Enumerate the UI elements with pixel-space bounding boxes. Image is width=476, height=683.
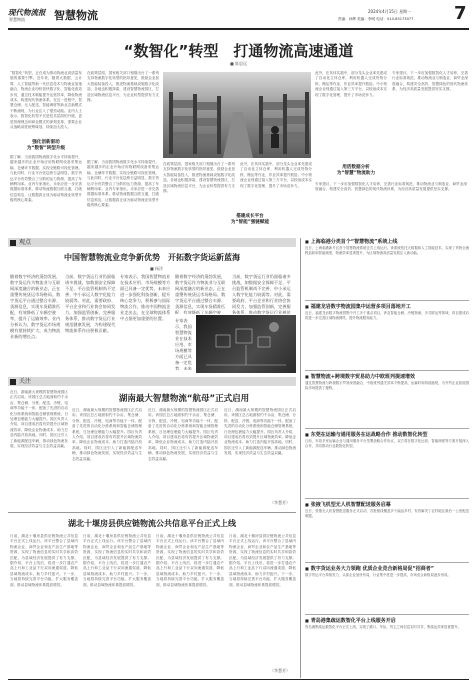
top-story-col-5: 在政策层面，国家相关部门相继出台了一系列支持物流数字化转型的指导意见，鼓励企业加大智能装备投入，推进物流基础设施数字化改造。各地也积极探索，建设智慧物流园区，打造区域物流信息平台，为企业转型提供有力支撑。 (163, 162, 235, 194)
focus-story2-col-4: 日前，湖北十堰房县供应链物流公共信息平台正式上线运行。该平台整合了县域内物流企业、商贸企业和农产品生产基地等资源，实现了物流信息的实时共享和高效匹配，为县域经济发展提供了有力支撑。据介绍，平台上线后，将进一步打通农产品上行和工业品下行双向流通渠道，降低县域物流成本，助力乡村振兴。下一步，当地将持续完善平台功能，扩大服务覆盖面，推动县域物流体系提质增效。 (229, 534, 296, 587)
brief-item (305, 303, 469, 369)
brief-body: 日前，东莞多家运输企业与通用服务平台签署战略合作协议，双方将在数字化运营、智能调度等方面开展深入合作，共同推动行业数智化转型。 (305, 439, 469, 448)
opinion-col-2: 当前，数字货运行业仍面临诸多挑战，如数据安全保障不足、平台监管机制尚不完善、中小承运人数字化能力较弱等。对此，需要政府、平台企业和行业协会协同发力，加强监管创新，完善服务体系，推动数字货运行业规范健康发展，为构建现代物流体系作出积极贡献。 (65, 274, 116, 333)
top-story-col-1: “数智化”转型，正在成为推动物流业高质量发展的重要引擎。近年来，随着大数据、云计算、人工智能等新一代信息技术与物流业加速融合，物流企业纷纷加快数字化、智能化改造步伐，通过技术赋能提升运营效率，降低物流成本，构建现代物流体系。在这一进程中，智慧仓储、无人配送、智能调度等新业态新模式不断涌现，为行业注入了强劲动能。业内人士表示，数智化转型不仅是技术层面的升级，更是管理理念和商业模式的深刻变革，需要企业从战略高度统筹谋划，持续加大投入。 (10, 71, 82, 130)
focus-label: 关注 (19, 378, 32, 385)
brief-separator (305, 370, 469, 371)
focus-story1-col-1: 近日，湖南最大规模的智慧物流园区正式启用。该园区总占地面积约千余亩，集仓储、分拣、配送、冷链、电商等功能于一体，配备了先进的自动化分拣系统和智能仓储管理系统，日处理包裹能力大幅提升。园区负责人介绍，项目建成后将有效提升区域物流效率，降低企业物流成本，助力打造内陆开放高地。同时，园区还引入了新能源配送车辆，推动绿色物流发展，实现经济效益与生态效益双赢。 (72, 408, 142, 461)
brief-separator (305, 562, 469, 563)
paper-name: 现代物流报 (8, 8, 46, 17)
brief-title: ■ 上海临港分类首个“智慧物流”系统上线 (305, 238, 469, 246)
brief-item (305, 431, 469, 497)
brief-title: ■ 张掖飞机型无人机智慧配送服务启幕 (305, 501, 469, 509)
top-story-byline: ■ 陈思远 (230, 61, 248, 66)
brief-separator (305, 614, 469, 615)
opinion-col-3: 专家表示，我国智慧物流业在技术应用、市场规模等方面已具备一定优势，未来应进一步强化科技创新，提升核心竞争力，积极参与国际物流合作，推动中国物流企业走出去，在全球物流体系中占据更加重要的位置。 (120, 274, 171, 321)
brief-title: ■ 青岛港集疏运数智化平台上线服务开启 (305, 617, 469, 625)
brief-title: ■ 数字货运业务大力领跑 优质企业竞合新格局促“招商者” (305, 565, 469, 573)
top-story-col-1b: 据了解，当前我国物流数字化水平持续提升，越来越多的企业开始应用物联网设备采集运输、仓储环节数据，实现全链路可视化管理。与此同时，行业平台化趋势日益明显，数字货运平台有效整合了分散的运力资源，提高了车辆利用率。业内专家指出，未来应进一步完善数据标准体系，推动物流数据互联互通，打破信息孤岛，让数据真正成为驱动物流业转型升级的核心要素。 (10, 155, 82, 203)
brief-item (305, 238, 469, 298)
opinion-photo (196, 315, 296, 373)
brief-item (305, 501, 469, 561)
focus-story1-headline: 湖南最大智慧物流“航母”正式启用 (118, 394, 250, 404)
opinion-col-4: 随着数字经济的蓬勃发展，数字货运作为物流业与互联网深度融合的新业态，正在重塑传统货运市场格局。数字货运平台通过整合车源、货源信息，实现车货精准匹配，有效降低了车辆空驶 (175, 274, 226, 314)
top-caption-left: 强化创新驱动 为“数智”转型升级 (26, 140, 66, 151)
opinion-headline: 中国智慧物流业竞争新优势 开拓数字货运新蓝海 (64, 253, 240, 262)
page-number: 7 (454, 3, 467, 24)
brief-body: 数字货运平台持续发力，头部企业加快布局，行业集中度进一步提高，市场竞合新格局逐步形成。 (305, 573, 451, 577)
staff-line: 责编：孙辉 美编：李明 电话：010-85173077 (338, 17, 414, 21)
brief-title: ■ 东莞在运输与通用服务在运战略合作 推动数智化转型 (305, 431, 469, 439)
top-story-col-2: 在政策层面，国家相关部门相继出台了一系列支持物流数字化转型的指导意见，鼓励企业加大智能装备投入，推进物流基础设施数字化改造。各地也积极探索，建设智慧物流园区，打造区域物流信息平台，为企业转型提供有力支撑。 (87, 71, 159, 103)
brief-body: 通过智慧物流与跨境数字贸易深度融合，中欧班列通关效率不断提高，运输时间持续缩短，为外贸企业拓展国际市场提供了便利。 (305, 381, 469, 390)
focus-story1-col-3: 近日，湖南最大规模的智慧物流园区正式启用。该园区总占地面积约千余亩，集仓储、分拣、配送、冷链、电商等功能于一体，配备了先进的自动化分拣系统和智能仓储管理系统，日处理包裹能力大幅提升。园区负责人介绍，项目建成后将有效提升区域物流效率，降低企业物流成本，助力打造内陆开放高地。同时，园区还引入了新能源配送车辆，推动绿色物流发展，实现经济效益与生态效益双赢。 (224, 408, 296, 456)
paper-sub: 智慧物流 (9, 17, 25, 22)
brief-body: 青岛港集疏运数智化平台正式上线，实现了港口、车队、货主之间信息实时共享，集疏运效率显著提升。 (305, 625, 461, 629)
brief-item (305, 565, 469, 613)
focus-story2-col-2: 日前，湖北十堰房县供应链物流公共信息平台正式上线运行。该平台整合了县域内物流企业、商贸企业和农产品生产基地等资源，实现了物流信息的实时共享和高效匹配，为县域经济发展提供了有力支撑。据介绍，平台上线后，将进一步打通农产品上行和工业品下行双向流通渠道，降低县域物流成本，助力乡村振兴。下一步，当地将持续完善平台功能，扩大服务覆盖面，推动县域物流体系提质增效。 (83, 534, 151, 587)
opinion-bar (8, 238, 296, 247)
top-story-col-7: 专家建议，下一步应加强数智化人才培养，完善行业标准规范，推动物流业与制造业、商贸业深度融合，构建安全高效、智慧绿色的现代物流体系，为经济高质量发展提供坚实支撑。 (315, 182, 467, 192)
top-story-col-4: 专家建议，下一步应加强数智化人才培养，完善行业标准规范，推动物流业与制造业、商贸业深度融合，构建安全高效、智慧绿色的现代物流体系，为经济高质量发展提供坚实支撑。 (392, 71, 468, 92)
focus-story2-byline: （李慧芳） (270, 668, 290, 673)
focus-tag-mark (10, 379, 16, 385)
opinion-byline: ■ 杨洋 (150, 266, 164, 271)
focus-divider (8, 512, 296, 513)
top-story-headline: “数智化”转型 打通物流高速通道 (123, 42, 354, 60)
brief-body: 近日，张掖无人机智慧配送服务正式启动，首批航线覆盖多个偏远乡村，有效解决了农村地区最后一公里配送难题。 (305, 509, 469, 518)
brief-item (305, 373, 469, 427)
brief-separator (305, 428, 469, 429)
opinion-col-5: 当前，数字货运行业仍面临诸多挑战，如数据安全保障不足、平台监管机制尚不完善、中小承运人数字化能力较弱等。对此，需要政府、平台企业和行业协会协同发力，加强监管创新，完善服务体系，推动数字货运行业规范 (232, 274, 291, 314)
masthead-rule (8, 28, 469, 30)
brief-separator (305, 498, 469, 499)
top-story-col-3: 此外，在具体实践中，部分龙头企业率先建成了自动化立体仓库，利用机器人完成货物分拣、搬运等作业，作业效率提升数倍。中小物流企业则通过接入第三方平台，以较低成本实现了数字化管理，提升了市场竞争力。 (315, 71, 387, 97)
focus-story1-byline: （李慧芳） (270, 500, 290, 505)
top-caption-right: 用活数据分析 为“智慧”物流助力 (336, 165, 376, 176)
focus-bar (8, 377, 296, 386)
top-caption-mid: 搭建成长平台 为“智能”强链赋能 (230, 214, 270, 225)
focus-left-col-1: 近日，湖南最大规模的智慧物流园区正式启用。该园区总占地面积约千余亩，集仓储、分拣、配送、冷链、电商等功能于一体，配备了先进的自动化分拣系统和智能仓储管理系统，日处理包裹能力大幅提升。园区负责人介绍，项目建成后将有效提升区域物流效率，降低企业物流成本，助力打造内陆开放高地。同时，园区还引入了新能源配送车辆，推动绿色物流发展，实现经济效益与生态效益双赢。 (10, 390, 68, 449)
focus-story2-headline: 湖北十堰房县供应链物流公共信息平台正式上线 (68, 519, 236, 528)
opinion-tag-mark (10, 240, 16, 246)
brief-item (305, 617, 469, 683)
brief-body: 近日，上海临港新片区首个智慧物流系统正式上线运行。该系统依托大数据和人工智能技术，实现了货物全流程追踪和智能调度，物流效率显著提升，为区域物流高质量发展注入新动能。 (305, 246, 469, 255)
focus-story2-col-3: 日前，湖北十堰房县供应链物流公共信息平台正式上线运行。该平台整合了县域内物流企业、商贸企业和农产品生产基地等资源，实现了物流信息的实时共享和高效匹配，为县域经济发展提供了有力支撑。据介绍，平台上线后，将进一步打通农产品上行和工业品下行双向流通渠道，降低县域物流成本，助力乡村振兴。下一步，当地将持续完善平台功能，扩大服务覆盖面，推动县域物流体系提质增效。 (156, 534, 224, 587)
warehouse-illustration (163, 72, 311, 158)
top-story-col-2b: 据了解，当前我国物流数字化水平持续提升，越来越多的企业开始应用物联网设备采集运输、仓储环节数据，实现全链路可视化管理。与此同时，行业平台化趋势日益明显，数字货运平台有效整合了分散的运力资源，提高了车辆利用率。业内专家指出，未来应进一步完善数据标准体系，推动物流数据互联互通，打破信息孤岛，让数据真正成为驱动物流业转型升级的核心要素。 (87, 160, 159, 208)
section-title: 智慧物流 (54, 9, 98, 22)
brief-separator (305, 300, 469, 301)
focus-story1-col-2: 近日，湖南最大规模的智慧物流园区正式启用。该园区总占地面积约千余亩，集仓储、分拣、配送、冷链、电商等功能于一体，配备了先进的自动化分拣系统和智能仓储管理系统，日处理包裹能力大幅提升。园区负责人介绍，项目建成后将有效提升区域物流效率，降低企业物流成本，助力打造内陆开放高地。同时，园区还引入了新能源配送车辆，推动绿色物流发展，实现经济效益与生态效益双赢。 (148, 408, 218, 461)
right-column-divider (300, 238, 301, 678)
brief-body: 近日，福建龙岩数字物流园集中开工多个重点项目，涉及智能仓储、冷链物流、多式联运等领域，项目建成后将进一步完善区域物流网络，提升物流服务能力。 (305, 311, 469, 320)
bottom-rule (8, 679, 469, 680)
opinion-illustration (196, 315, 296, 373)
brief-title: ■ 福建龙岩数字物流园集中运营多项目落地开工 (305, 303, 469, 311)
opinion-label: 观点 (19, 239, 32, 246)
date-line: 2024年4月15日 星期一 (368, 9, 412, 14)
opinion-col-6: 专家表示，我国智慧物流业在技术应用、市场规模等方面已具备一定优势，未来 (175, 318, 192, 370)
opinion-col-1: 随着数字经济的蓬勃发展，数字货运作为物流业与互联网深度融合的新业态，正在重塑传统货运市场格局。数字货运平台通过整合车源、货源信息，实现车货精准匹配，有效降低了车辆空驶率，提升了运输效率。业内分析认为，数字货运市场规模有望持续扩大，成为物流业新的增长点。 (10, 274, 61, 339)
warehouse-photo (163, 72, 311, 158)
focus-story2-col-1: 日前，湖北十堰房县供应链物流公共信息平台正式上线运行。该平台整合了县域内物流企业、商贸企业和农产品生产基地等资源，实现了物流信息的实时共享和高效匹配，为县域经济发展提供了有力支撑。据介绍，平台上线后，将进一步打通农产品上行和工业品下行双向流通渠道，降低县域物流成本，助力乡村振兴。下一步，当地将持续完善平台功能，扩大服务覆盖面，推动县域物流体系提质增效。 (10, 534, 78, 587)
masthead (8, 3, 469, 26)
brief-title: ■ 智慧物流+跨境数字贸易助力中欧班列提速增效 (305, 373, 469, 381)
top-story-col-6: 此外，在具体实践中，部分龙头企业率先建成了自动化立体仓库，利用机器人完成货物分拣、搬运等作业，作业效率提升数倍。中小物流企业则通过接入第三方平台，以较低成本实现了数字化管理，提升了市场竞争力。 (240, 162, 312, 188)
